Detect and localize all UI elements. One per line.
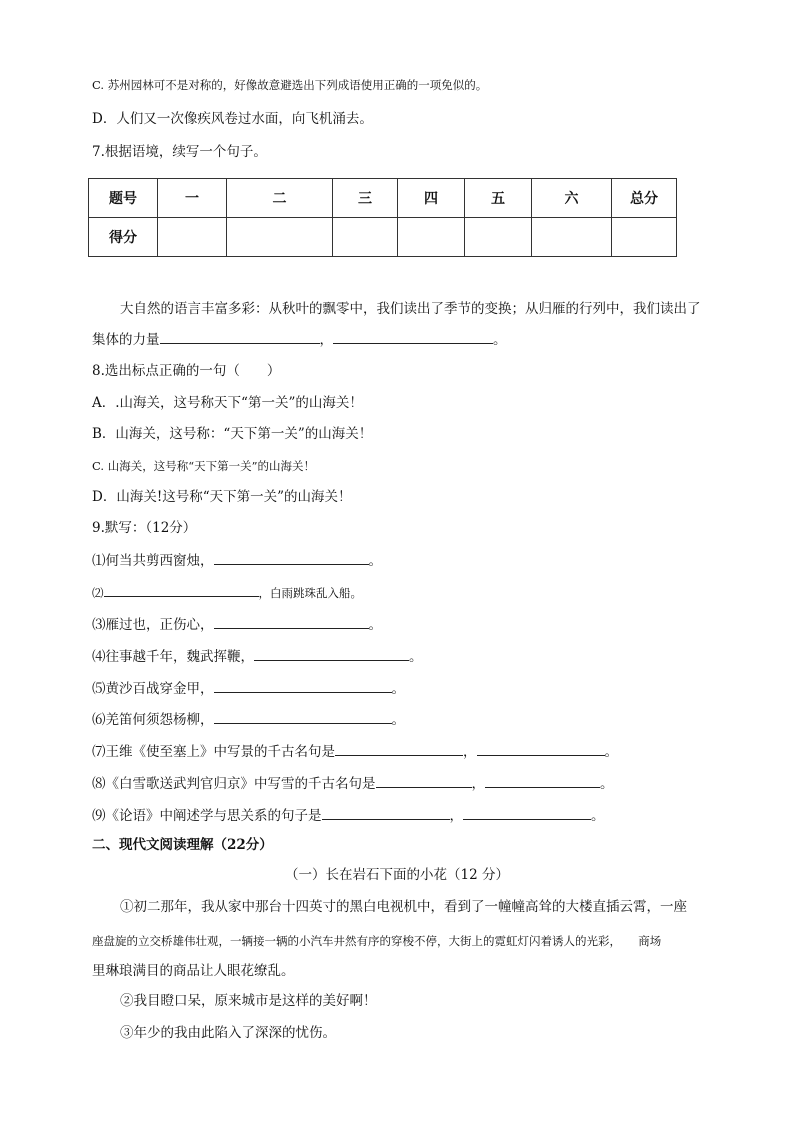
q9-item	[92, 774, 614, 793]
q8-option-c: C. 山海关，这号称“天下第一关”的山海关！	[92, 459, 315, 473]
table-cell: 五	[465, 179, 532, 218]
answer-blank[interactable]	[104, 583, 259, 597]
q9-item-end: 。	[600, 776, 614, 792]
q9-item-text: ⑴何当共剪西窗烛，	[92, 553, 214, 569]
q9-item-text: ⑻《白雪歌送武判官归京》中写雪的千古名句是	[92, 776, 376, 792]
table-cell: 二	[227, 179, 333, 218]
comma: ，	[449, 808, 463, 824]
comma: ，	[319, 332, 333, 348]
q7-answer-line	[92, 330, 507, 349]
q9-item-end: 。	[391, 712, 405, 728]
score-input-cell[interactable]	[532, 218, 612, 257]
answer-blank[interactable]	[376, 774, 472, 788]
q9-item-text: ⑼《论语》中阐述学与思关系的句子是	[92, 808, 322, 824]
score-input-cell[interactable]	[227, 218, 333, 257]
paragraph-line: 座盘旋的立交桥雄伟壮观，一辆接一辆的小汽车井然有序的穿梭不停，大街上的霓虹灯闪着诱人的光彩， 商场	[92, 934, 662, 948]
score-input-cell[interactable]	[158, 218, 227, 257]
score-input-cell[interactable]	[333, 218, 398, 257]
q7-title: 7.根据语境，续写一个句子。	[92, 144, 267, 160]
answer-blank[interactable]	[214, 710, 392, 724]
q8-title: 8.选出标点正确的一句（ ）	[92, 363, 281, 379]
answer-blank[interactable]	[160, 330, 320, 344]
score-table-score-row	[89, 218, 677, 257]
q9-item-end: 。	[368, 553, 382, 569]
q9-item-end: 。	[604, 744, 618, 760]
q8-option-a: A．.山海关，这号称天下“第一关”的山海关！	[92, 395, 363, 411]
q7-prompt: 大自然的语言丰富多彩：从秋叶的飘零中，我们读出了季节的变换；从归雁的行列中，我们读出了	[120, 301, 701, 317]
comma: ，	[463, 744, 477, 760]
q9-item-end: 。	[591, 808, 605, 824]
q9-item-text: ⑺王维《使至塞上》中写景的千古名句是	[92, 744, 335, 760]
section-title: 二、现代文阅读理解（22分）	[92, 837, 273, 853]
q8-option-d: D．山海关!这号称“天下第一关”的山海关！	[92, 489, 352, 505]
score-input-cell[interactable]	[398, 218, 465, 257]
q9-item-end: 。	[391, 681, 405, 697]
q9-item	[92, 615, 382, 634]
q9-item-end: ，白雨跳珠乱入船。	[258, 586, 362, 600]
q9-item	[92, 647, 423, 666]
answer-blank[interactable]	[214, 551, 369, 565]
paragraph-line: ②我目瞪口呆，原来城市是这样的美好啊！	[120, 993, 377, 1009]
answer-blank[interactable]	[335, 742, 463, 756]
table-cell: 题号	[89, 179, 158, 218]
comma: ，	[471, 776, 485, 792]
q9-item	[92, 583, 362, 602]
score-table-header-row	[89, 179, 677, 218]
q9-item-text: ⑷往事越千年，魏武挥鞭，	[92, 649, 254, 665]
answer-blank[interactable]	[333, 330, 493, 344]
table-cell: 四	[398, 179, 465, 218]
answer-blank[interactable]	[254, 647, 409, 661]
q9-item-text: ⑹羌笛何须怨杨柳，	[92, 712, 214, 728]
paragraph-line: ①初二那年，我从家中那台十四英寸的黑白电视机中，看到了一幢幢高耸的大楼直插云霄，一座	[120, 899, 687, 915]
q9-item	[92, 806, 605, 825]
q9-title: 9.默写：（12分）	[92, 520, 197, 536]
table-cell: 三	[333, 179, 398, 218]
q9-item-text: ⑶雁过也，正伤心，	[92, 617, 214, 633]
paragraph-line: 里琳琅满目的商品让人眼花缭乱。	[92, 963, 295, 979]
score-input-cell[interactable]	[465, 218, 532, 257]
table-cell: 总分	[612, 179, 677, 218]
q9-item	[92, 551, 382, 570]
answer-blank[interactable]	[214, 679, 392, 693]
q9-item	[92, 710, 405, 729]
q9-item-text: ⑵	[92, 586, 104, 600]
answer-blank[interactable]	[322, 806, 450, 820]
table-cell: 一	[158, 179, 227, 218]
answer-blank[interactable]	[463, 806, 591, 820]
score-input-cell[interactable]	[612, 218, 677, 257]
table-cell: 六	[532, 179, 612, 218]
table-cell: 得分	[89, 218, 158, 257]
q9-item	[92, 742, 618, 761]
option-d-top: D．人们又一次像疾风卷过水面，向飞机涌去。	[92, 111, 373, 127]
answer-blank[interactable]	[485, 774, 600, 788]
q7-prefix: 集体的力量	[92, 332, 160, 348]
answer-blank[interactable]	[214, 615, 369, 629]
q9-item-end: 。	[368, 617, 382, 633]
q9-item-end: 。	[409, 649, 423, 665]
q8-option-b: B．山海关，这号称：“天下第一关”的山海关！	[92, 426, 373, 442]
period: 。	[493, 332, 507, 348]
score-table	[88, 178, 677, 257]
q9-item-text: ⑸黄沙百战穿金甲，	[92, 681, 214, 697]
option-c-top: C. 苏州园林可不是对称的，好像故意避选出下列成语使用正确的一项免似的。	[92, 78, 488, 92]
passage-title: （一）长在岩石下面的小花（12 分）	[285, 867, 509, 883]
q9-item	[92, 679, 405, 698]
answer-blank[interactable]	[477, 742, 605, 756]
paragraph-line: ③年少的我由此陷入了深深的忧伤。	[120, 1025, 336, 1041]
